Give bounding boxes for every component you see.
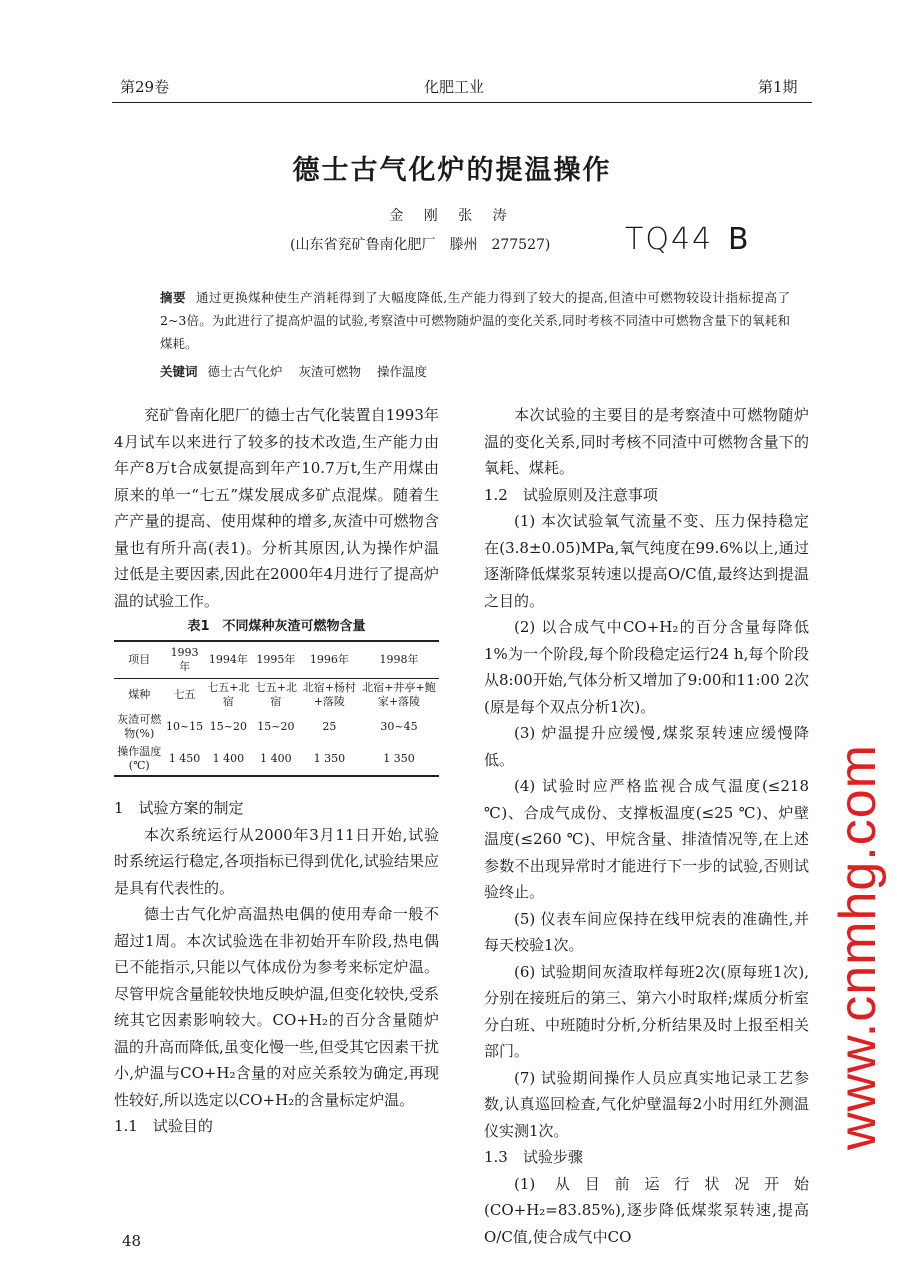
- table-cell: 1 400: [252, 743, 300, 776]
- section-heading: 1.1 试验目的: [114, 1117, 213, 1135]
- handwritten-classification: TQ44: [625, 222, 714, 257]
- table-cell: 30~45: [380, 720, 418, 733]
- journal-name: 化肥工业: [424, 78, 485, 96]
- table-cell: 操作温度(℃): [114, 743, 165, 776]
- table-cell: 北宿+井亭+鲍家+落陵: [362, 681, 436, 708]
- page-title: 德士古气化炉的提温操作: [292, 155, 612, 186]
- table-cell: 10~15: [165, 720, 204, 733]
- paragraph: 本次系统运行从2000年3月11日开始,试验时系统运行稳定,各项指标已得到优化,试验结果应是具有代表性的。: [114, 825, 439, 897]
- list-item: (5) 仪表车间应保持在线甲烷表的准确性,并每天校验1次。: [484, 909, 809, 954]
- table-cell: 七五: [173, 688, 196, 701]
- authors: 金 刚 张 涛: [389, 208, 515, 224]
- keyword: 操作温度: [377, 364, 428, 379]
- table-cell: 25: [322, 720, 337, 733]
- table-cell: 七五+北宿: [207, 681, 250, 708]
- section-heading: 1.2 试验原则及注意事项: [484, 485, 658, 504]
- right-column: [484, 402, 809, 1250]
- table-header-row: [114, 641, 439, 679]
- table-cell: 1 450: [165, 743, 205, 776]
- list-item: (7) 试验期间操作人员应真实地记录工艺参数,认真巡回检查,气化炉壁温每2小时用红外测温仪实测1次。: [484, 1068, 809, 1140]
- list-item: (4) 试验时应严格监视合成气温度(≤218 ℃)、合成气成份、支撑板温度(≤25 ℃)、炉壁温度(≤260 ℃)、甲烷含量、排渣情况等,在上述参数不出现异常时才能进行下一步的试验,否则试验终止。: [484, 777, 809, 901]
- table-cell: 七五+北宿: [254, 681, 298, 708]
- list-item: (6) 试验期间灰渣取样每班2次(原每班1次),分别在接班后的第三、第六小时取样;煤质分析室分白班、中班随时分析,分析结果及时上报至相关部门。: [484, 962, 809, 1060]
- paragraph: 德士古气化炉高温热电偶的使用寿命一般不超过1周。本次试验选在非初始开车阶段,热电偶已不能指示,只能以气体成份为参考来标定炉温。尽管甲烷含量能较快地反映炉温,但变化较快,受系统其它因素影响较大。CO+H₂的百分含量随炉温的升高而降低,虽变化慢一些,但受其它因素干扰小,炉温与CO+H₂含量的对应关系较为确定,再现性较好,所以选定以CO+H₂的含量标定炉温。: [114, 905, 439, 1109]
- abstract-text: 通过更换煤种使生产消耗得到了大幅度降低,生产能力得到了较大的提高,但渣中可燃物较设计指标提高了2~3倍。为此进行了提高炉温的试验,考察渣中可燃物随炉温的变化关系,同时考核不同渣中可燃物含量下的氧耗和煤耗。: [160, 290, 790, 351]
- volume-label: 第29卷: [120, 78, 170, 96]
- abstract-label: 摘要: [160, 290, 187, 305]
- table-cell: 15~20: [209, 720, 247, 733]
- keyword: 灰渣可燃物: [298, 364, 362, 379]
- table-cell: 15~20: [257, 720, 295, 733]
- table-header: 1998年: [359, 641, 439, 679]
- list-item: (2) 以合成气中CO+H₂的百分含量每降低1%为一个阶段,每个阶段稳定运行24 h,每个阶段从8:00开始,气体分析又增加了9:00和11:00 2次(原是每个双点分析1次)。: [484, 618, 809, 716]
- table-cell: 煤种: [128, 688, 151, 701]
- affiliation: (山东省兖矿鲁南化肥厂 滕州 277527): [290, 237, 551, 253]
- section-heading: 1.3 试验步骤: [484, 1148, 583, 1166]
- paragraph: 本次试验的主要目的是考察渣中可燃物随炉温的变化关系,同时考核不同渣中可燃物含量下的氧耗、煤耗。: [484, 406, 809, 477]
- abstract: [160, 286, 790, 355]
- section-heading: 1 试验方案的制定: [114, 799, 244, 817]
- table-cell: 灰渣可燃物(%): [117, 713, 162, 740]
- table-header: 1996年: [300, 641, 359, 679]
- watermark: www.cnmhg.com: [829, 744, 887, 1150]
- table-header: 项目: [114, 641, 165, 679]
- keyword: 德士古气化炉: [207, 364, 283, 379]
- keywords: [160, 362, 443, 380]
- header-rule: [112, 102, 812, 103]
- table-cell: 1 350: [359, 743, 439, 776]
- table-cell: 1 400: [205, 743, 253, 776]
- page-number: 48: [122, 1232, 142, 1250]
- table-header: 1994年: [205, 641, 253, 679]
- handwritten-mark: B: [728, 222, 749, 257]
- table-row: [114, 679, 439, 712]
- table-cell: 1 350: [300, 743, 359, 776]
- list-item: (3) 炉温提升应缓慢,煤浆泵转速应缓慢降低。: [484, 724, 809, 769]
- keywords-label: 关键词: [160, 364, 198, 379]
- table-row: [114, 711, 439, 743]
- table-header: 1993年: [165, 641, 205, 679]
- issue-label: 第1期: [758, 78, 798, 96]
- paragraph: (1) 从目前运行状况开始(CO+H₂=83.85%),逐步降低煤浆泵转速,提高O/C值,使合成气中CO: [484, 1174, 809, 1246]
- table-cell: 北宿+杨村+落陵: [302, 681, 356, 708]
- table-header: 1995年: [252, 641, 300, 679]
- list-item: (1) 本次试验氧气流量不变、压力保持稳定在(3.8±0.05)MPa,氧气纯度在99.6%以上,通过逐渐降低煤浆泵转速以提高O/C值,最终达到提温之目的。: [484, 512, 809, 610]
- intro-paragraph: 兖矿鲁南化肥厂的德士古气化装置自1993年4月试车以来进行了较多的技术改造,生产能力由年产8万t合成氨提高到年产10.7万t,生产用煤由原来的单一“七五”煤发展成多矿点混煤。随着生产产量的提高、使用煤种的增多,灰渣中可燃物含量也有所升高(表1)。分析其原因,认为操作炉温过低是主要因素,因此在2000年4月进行了提高炉温的试验工作。: [114, 406, 439, 610]
- coal-ash-table: [114, 640, 439, 777]
- table-caption: 表1 不同煤种灰渣可燃物含量: [187, 619, 366, 634]
- left-column: [114, 402, 439, 1140]
- table-row: [114, 743, 439, 776]
